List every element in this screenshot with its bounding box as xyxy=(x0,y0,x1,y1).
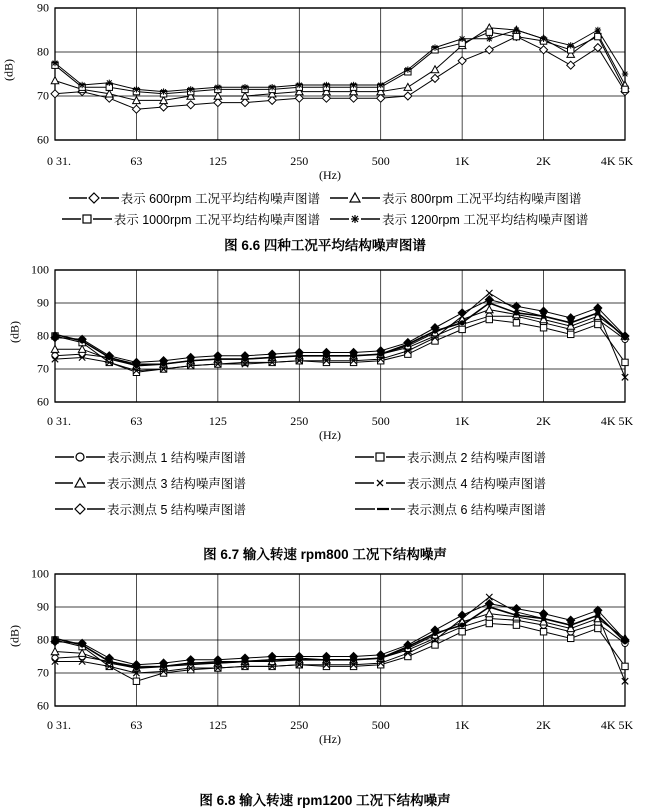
chart-6-7-plot xyxy=(0,262,650,410)
legend-label: 表示 1200rpm 工况平均结构噪声图谱 xyxy=(382,213,589,227)
legend-6-6-row-2 xyxy=(0,210,650,228)
x-tick-label: 250 xyxy=(290,154,309,168)
legend-6-6-row-1 xyxy=(0,189,650,207)
x-tick-label: 250 xyxy=(290,414,309,428)
x-tick-label: 125 xyxy=(208,154,227,168)
legend-item-1200rpm xyxy=(330,210,588,228)
x-tick-label: 4K 5K xyxy=(600,154,634,168)
diamond-marker-icon xyxy=(69,191,121,205)
x-tick-label: 2K xyxy=(536,718,551,732)
triangle-marker-icon xyxy=(330,191,382,205)
y-tick-label: 100 xyxy=(31,566,49,581)
legend-6-7 xyxy=(0,448,650,518)
legend-6-7-row-2 xyxy=(0,474,650,492)
y-tick-label: 60 xyxy=(37,394,49,409)
chart-6-7-canvas xyxy=(0,262,650,410)
y-tick-label: 70 xyxy=(37,665,49,680)
figure-6-7 xyxy=(0,262,650,443)
legend-label: 表示测点 3 结构噪声图谱 xyxy=(107,477,246,491)
chart-6-7-xticks xyxy=(0,410,650,428)
square-marker-icon xyxy=(355,450,407,464)
x-tick-label: 4K 5K xyxy=(600,718,634,732)
legend-label: 表示测点 5 结构噪声图谱 xyxy=(107,503,246,517)
legend-label: 表示测点 6 结构噪声图谱 xyxy=(407,503,546,517)
diamond-marker-icon xyxy=(55,502,107,516)
cross-marker-icon xyxy=(355,476,407,490)
legend-label: 表示 1000rpm 工况平均结构噪声图谱 xyxy=(113,213,320,227)
chart-6-6-plot xyxy=(0,0,650,150)
x-tick-label: 250 xyxy=(290,718,309,732)
y-axis-label: (dB) xyxy=(7,625,22,647)
x-tick-label: 63 xyxy=(130,154,143,168)
legend-label: 表示 800rpm 工况平均结构噪声图谱 xyxy=(382,192,582,206)
y-tick-label: 80 xyxy=(37,632,49,647)
legend-label: 表示测点 4 结构噪声图谱 xyxy=(407,477,546,491)
legend-item-600rpm xyxy=(69,189,320,207)
chart-6-8-canvas xyxy=(0,566,650,714)
legend-item-point-4 xyxy=(355,474,595,492)
x-tick-label: 1K xyxy=(454,414,470,428)
chart-6-8-xticks xyxy=(0,714,650,732)
x-tick-label: 500 xyxy=(371,718,390,732)
y-axis-label: (dB) xyxy=(1,59,16,81)
legend-item-point-6 xyxy=(355,500,595,518)
chart-6-8-plot xyxy=(0,566,650,714)
x-tick-label: 125 xyxy=(208,718,227,732)
legend-6-7-row-3 xyxy=(0,500,650,518)
y-tick-label: 100 xyxy=(31,262,49,277)
y-tick-label: 90 xyxy=(37,599,49,614)
triangle-marker-icon xyxy=(55,476,107,490)
legend-item-point-2 xyxy=(355,448,595,466)
square-marker-icon xyxy=(62,212,114,226)
chart-6-8-xaxis-label: (Hz) xyxy=(319,732,341,746)
x-tick-label: 500 xyxy=(371,154,390,168)
y-tick-label: 60 xyxy=(37,698,49,713)
legend-label: 表示测点 2 结构噪声图谱 xyxy=(407,451,546,465)
x-tick-label: 1K xyxy=(454,718,470,732)
x-tick-label: 63 xyxy=(130,718,143,732)
line-marker-icon xyxy=(355,502,407,516)
x-tick-label: 4K 5K xyxy=(600,414,634,428)
figure-6-6 xyxy=(0,0,650,183)
figure-6-8 xyxy=(0,566,650,747)
legend-item-800rpm xyxy=(330,189,581,207)
caption-6-7: 图 6.7 输入转速 rpm800 工况下结构噪声 xyxy=(203,547,447,562)
x-tick-label: 2K xyxy=(536,414,551,428)
y-tick-label: 70 xyxy=(37,361,49,376)
y-tick-label: 80 xyxy=(37,44,49,59)
legend-item-point-3 xyxy=(55,474,295,492)
legend-6-7-row-1 xyxy=(0,448,650,466)
legend-item-1000rpm xyxy=(62,210,320,228)
chart-6-6-xaxis-label: (Hz) xyxy=(319,168,341,182)
x-tick-label: 2K xyxy=(536,154,551,168)
y-tick-label: 70 xyxy=(37,88,49,103)
legend-item-point-5 xyxy=(55,500,295,518)
y-axis-label: (dB) xyxy=(7,321,22,343)
x-tick-label: 0 31. xyxy=(47,718,71,732)
y-tick-label: 90 xyxy=(37,295,49,310)
legend-item-point-1 xyxy=(55,448,295,466)
y-tick-label: 80 xyxy=(37,328,49,343)
legend-label: 表示测点 1 结构噪声图谱 xyxy=(107,451,246,465)
x-tick-label: 0 31. xyxy=(47,154,71,168)
x-tick-label: 63 xyxy=(130,414,143,428)
chart-6-7-xaxis-label: (Hz) xyxy=(319,428,341,442)
circle-marker-icon xyxy=(55,450,107,464)
x-tick-label: 1K xyxy=(454,154,470,168)
y-tick-label: 60 xyxy=(37,132,49,147)
chart-6-6-xticks xyxy=(0,150,650,168)
x-tick-label: 0 31. xyxy=(47,414,71,428)
y-tick-label: 90 xyxy=(37,0,49,15)
x-tick-label: 125 xyxy=(208,414,227,428)
caption-6-8: 图 6.8 输入转速 rpm1200 工况下结构噪声 xyxy=(199,793,451,808)
caption-6-6: 图 6.6 四种工况平均结构噪声图谱 xyxy=(224,238,426,253)
chart-6-6-canvas xyxy=(0,0,650,150)
star-marker-icon xyxy=(330,212,382,226)
legend-label: 表示 600rpm 工况平均结构噪声图谱 xyxy=(120,192,320,206)
x-tick-label: 500 xyxy=(371,414,390,428)
